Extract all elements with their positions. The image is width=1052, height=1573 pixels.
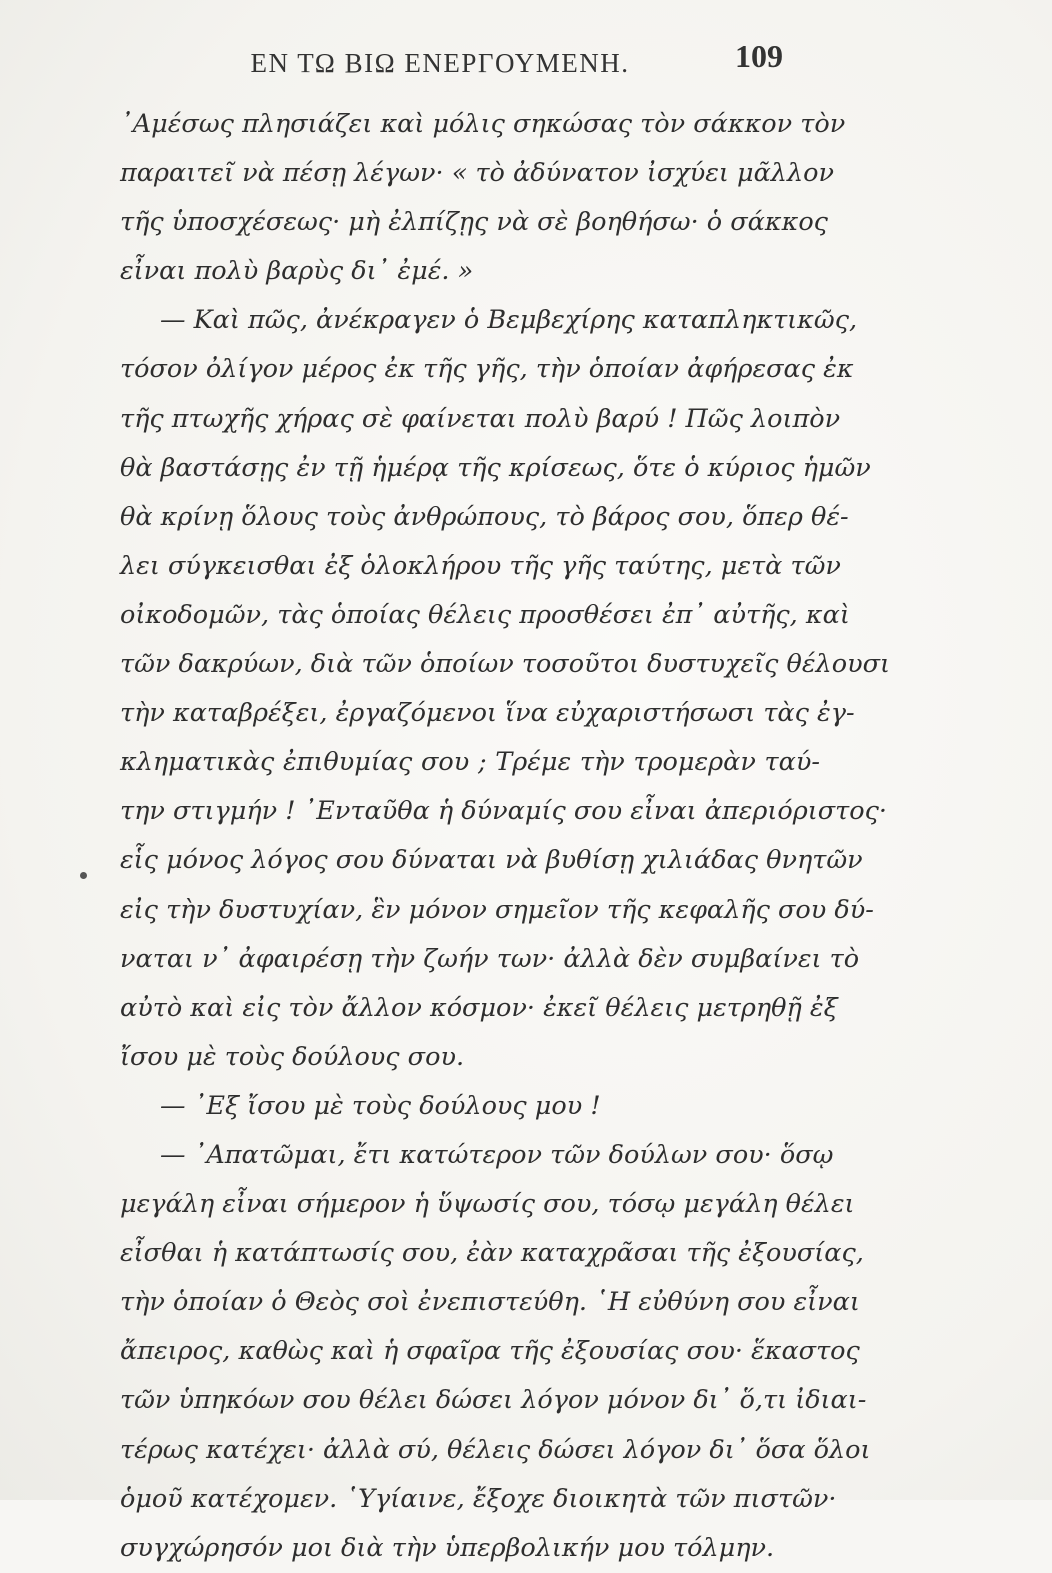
text-line: κληματικὰς ἐπιθυμίας σου ; Τρέμε τὴν τρομερὰν ταύ- bbox=[120, 747, 820, 778]
text-line: — Καὶ πῶς, ἀνέκραγεν ὁ Βεμβεχίρης καταπληκτικῶς, bbox=[160, 305, 858, 336]
text-line: αὐτὸ καὶ εἰς τὸν ἄλλον κόσμον· ἐκεῖ θέλεις μετρηθῇ ἐξ bbox=[120, 992, 838, 1023]
text-line: παραιτεῖ νὰ πέσῃ λέγων· « τὸ ἀδύνατον ἰσχύει μᾶλλον bbox=[120, 158, 834, 189]
text-line: ᾿Αμέσως πλησιάζει καὶ μόλις σηκώσας τὸν σάκκον τὸν bbox=[120, 109, 846, 139]
text-line: — ᾿Εξ ἴσου μὲ τοὺς δούλους μου ! bbox=[160, 1090, 601, 1121]
running-title: ΕΝ ΤΩ ΒΙΩ ΕΝΕΡΓΟΥΜΕΝΗ. bbox=[250, 48, 630, 78]
text-line: θὰ κρίνῃ ὅλους τοὺς ἀνθρώπους, τὸ βάρος σου, ὅπερ θέ- bbox=[120, 501, 849, 532]
text-line: τόσον ὀλίγον μέρος ἐκ τῆς γῆς, τὴν ὁποίαν ἀφήρεσας ἐκ bbox=[120, 354, 854, 385]
text-line: ναται ν᾿ ἀφαιρέσῃ τὴν ζωήν των· ἀλλὰ δὲν συμβαίνει τὸ bbox=[120, 943, 860, 974]
text-line: τῆς ὑποσχέσεως· μὴ ἐλπίζῃς νὰ σὲ βοηθήσω· ὁ σάκκος bbox=[120, 207, 828, 238]
text-line: εἰς τὴν δυστυχίαν, ἓν μόνον σημεῖον τῆς κεφαλῆς σου δύ- bbox=[120, 894, 874, 925]
text-line: τῶν δακρύων, διὰ τῶν ὁποίων τοσοῦτοι δυστυχεῖς θέλουσι bbox=[120, 649, 890, 680]
text-line: ἄπειρος, καθὼς καὶ ἡ σφαῖρα τῆς ἐξουσίας σου· ἕκαστος bbox=[120, 1336, 860, 1367]
text-line: συγχώρησόν μοι διὰ τὴν ὑπερβολικήν μου τόλμην. bbox=[120, 1532, 775, 1563]
body-text bbox=[120, 100, 890, 1573]
text-line: την στιγμήν ! ᾿Ενταῦθα ἡ δύναμίς σου εἶναι ἀπεριόριστος· bbox=[120, 796, 887, 827]
text-line: εἶσθαι ἡ κατάπτωσίς σου, ἐὰν καταχρᾶσαι τῆς ἐξουσίας, bbox=[120, 1238, 864, 1269]
text-line: οἰκοδομῶν, τὰς ὁποίας θέλεις προσθέσει ἐπ᾿ αὐτῆς, καὶ bbox=[120, 599, 850, 630]
text-line: τὴν ὁποίαν ὁ Θεὸς σοὶ ἐνεπιστεύθη. ῾Η εὐθύνη σου εἶναι bbox=[120, 1287, 860, 1318]
text-line: ὁμοῦ κατέχομεν. ῾Υγίαινε, ἔξοχε διοικητὰ τῶν πιστῶν· bbox=[120, 1483, 837, 1514]
text-line: ἴσου μὲ τοὺς δούλους σου. bbox=[120, 1041, 465, 1072]
text-line: — ᾿Απατῶμαι, ἔτι κατώτερον τῶν δούλων σου· ὅσῳ bbox=[160, 1139, 834, 1170]
text-line: τὴν καταβρέξει, ἐργαζόμενοι ἵνα εὐχαριστήσωσι τὰς ἐγ- bbox=[120, 698, 855, 729]
text-line: λει σύγκεισθαι ἐξ ὁλοκλήρου τῆς γῆς ταύτης, μετὰ τῶν bbox=[120, 550, 841, 581]
text-line: τῆς πτωχῆς χήρας σὲ φαίνεται πολὺ βαρύ ! Πῶς λοιπὸν bbox=[120, 403, 841, 434]
text-line: εἷς μόνος λόγος σου δύναται νὰ βυθίσῃ χιλιάδας θνητῶν bbox=[120, 845, 863, 876]
text-line: μεγάλη εἶναι σήμερον ἡ ὕψωσίς σου, τόσῳ μεγάλη θέλει bbox=[120, 1189, 855, 1220]
text-line: τέρως κατέχει· ἀλλὰ σύ, θέλεις δώσει λόγον δι᾿ ὅσα ὅλοι bbox=[120, 1434, 871, 1465]
margin-ink-mark bbox=[80, 872, 87, 879]
text-line: τῶν ὑπηκόων σου θέλει δώσει λόγον μόνον δι᾿ ὅ,τι ἰδιαι- bbox=[120, 1385, 867, 1416]
page-number: 109 bbox=[735, 38, 783, 74]
text-line: εἶναι πολὺ βαρὺς δι᾿ ἐμέ. » bbox=[120, 256, 474, 287]
text-line: θὰ βαστάσῃς ἐν τῇ ἡμέρᾳ τῆς κρίσεως, ὅτε ὁ κύριος ἡμῶν bbox=[120, 452, 871, 483]
